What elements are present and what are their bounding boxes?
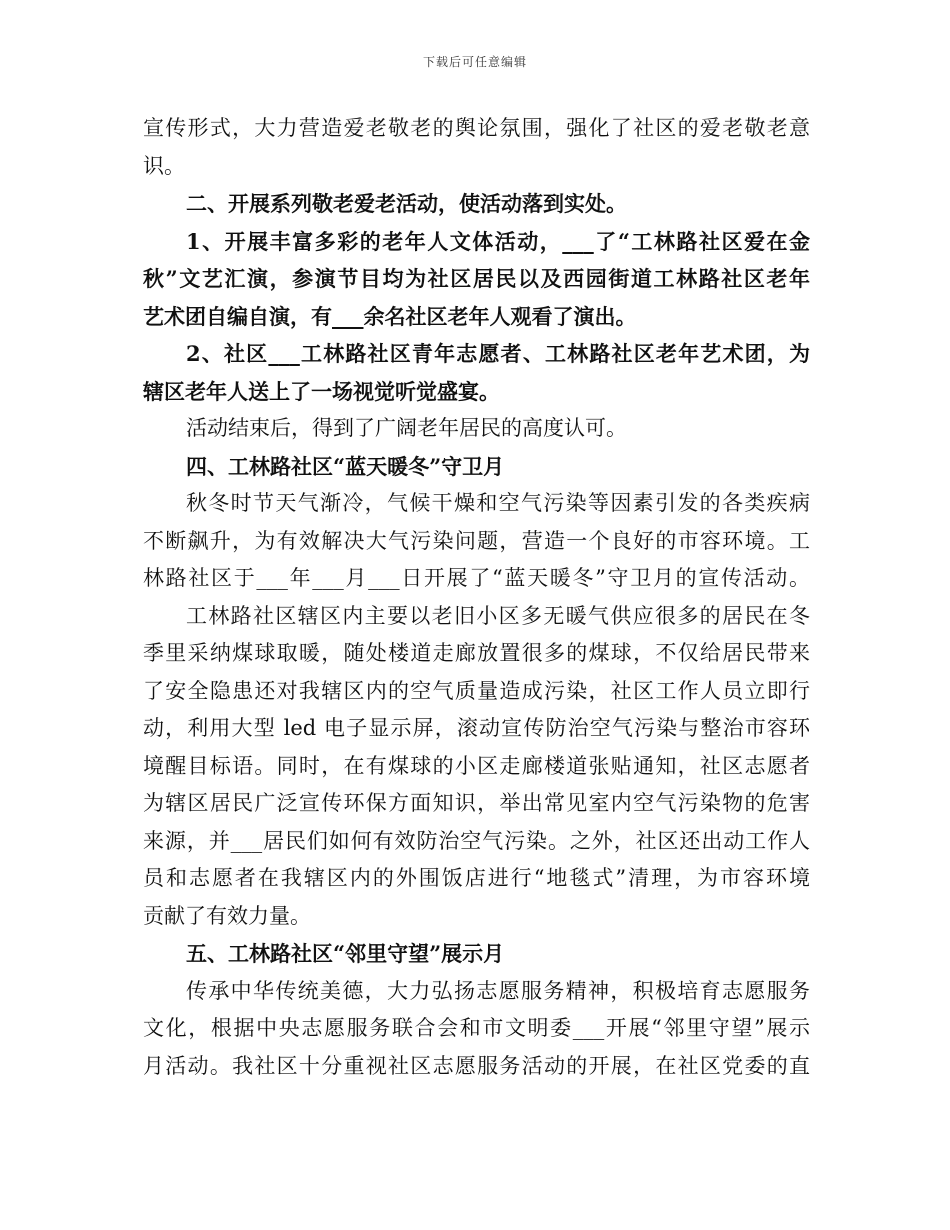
paragraph-line: 林路社区于___年___月___日开展了“蓝天暖冬”守卫月的宣传活动。 — [143, 566, 810, 590]
paragraph-line: 宣传形式，大力营造爱老敬老的舆论氛围，强化了社区的爱老敬老意 — [143, 116, 810, 140]
paragraph-line: 工林路社区辖区内主要以老旧小区多无暖气供应很多的居民在冬 — [186, 603, 810, 628]
paragraph-line: 传承中华传统美德，大力弘扬志愿服务精神，积极培育志愿服务 — [186, 978, 810, 1003]
heading-line: 辖区老年人送上了一场视觉听觉盛宴。 — [143, 378, 500, 404]
paragraph-line: 月活动。我社区十分重视社区志愿服务活动的开展，在社区党委的直 — [143, 1053, 810, 1078]
heading-line: 1、开展丰富多彩的老年人文体活动，___了“工林路社区爱在金 — [186, 228, 810, 254]
paragraph-line: 识。 — [143, 153, 185, 178]
paragraph-line: 员和志愿者在我辖区内的外围饭店进行“地毯式”清理，为市容环境 — [143, 866, 810, 890]
heading-line: 秋”文艺汇演，参演节目均为社区居民以及西园街道工林路社区老年 — [143, 266, 810, 291]
paragraph-line: 季里采纳煤球取暖，随处楼道走廊放置很多的煤球，不仅给居民带来 — [143, 641, 810, 665]
heading-line: 四、工林路社区“蓝天暖冬”守卫月 — [186, 453, 505, 479]
document-body — [143, 110, 810, 1085]
paragraph-line: 秋冬时节天气渐冷，气候干燥和空气污染等因素引发的各类疾病 — [186, 491, 810, 515]
page-header-note: 下载后可任意编辑 — [422, 55, 527, 69]
heading-line: 五、工林路社区“邻里守望”展示月 — [186, 941, 505, 966]
paragraph-line: 不断飙升，为有效解决大气污染问题，营造一个良好的市容环境。工 — [143, 528, 810, 553]
paragraph-line: 了安全隐患还对我辖区内的空气质量造成污染，社区工作人员立即行 — [143, 678, 810, 703]
heading-line: 2、社区___工林路社区青年志愿者、工林路社区老年艺术团，为 — [186, 341, 810, 366]
paragraph-line: 文化，根据中央志愿服务联合会和市文明委___开展“邻里守望”展示 — [143, 1016, 810, 1040]
paragraph-line: 活动结束后，得到了广阔老年居民的高度认可。 — [186, 416, 627, 440]
heading-line: 二、开展系列敬老爱老活动，使活动落到实处。 — [186, 191, 627, 216]
paragraph-line: 来源，并___居民们如何有效防治空气污染。之外，社区还出动工作人 — [143, 828, 810, 853]
paragraph-line: 贡献了有效力量。 — [143, 903, 311, 928]
paragraph-line: 为辖区居民广泛宣传环保方面知识，举出常见室内空气污染物的危害 — [143, 791, 810, 815]
paragraph-line: 动，利用大型 led 电子显示屏，滚动宣传防治空气污染与整治市容环 — [143, 716, 810, 740]
paragraph-line: 境醒目标语。同时，在有煤球的小区走廊楼道张贴通知，社区志愿者 — [143, 753, 810, 778]
heading-line: 艺术团自编自演，有___余名社区老年人观看了演出。 — [143, 303, 637, 329]
